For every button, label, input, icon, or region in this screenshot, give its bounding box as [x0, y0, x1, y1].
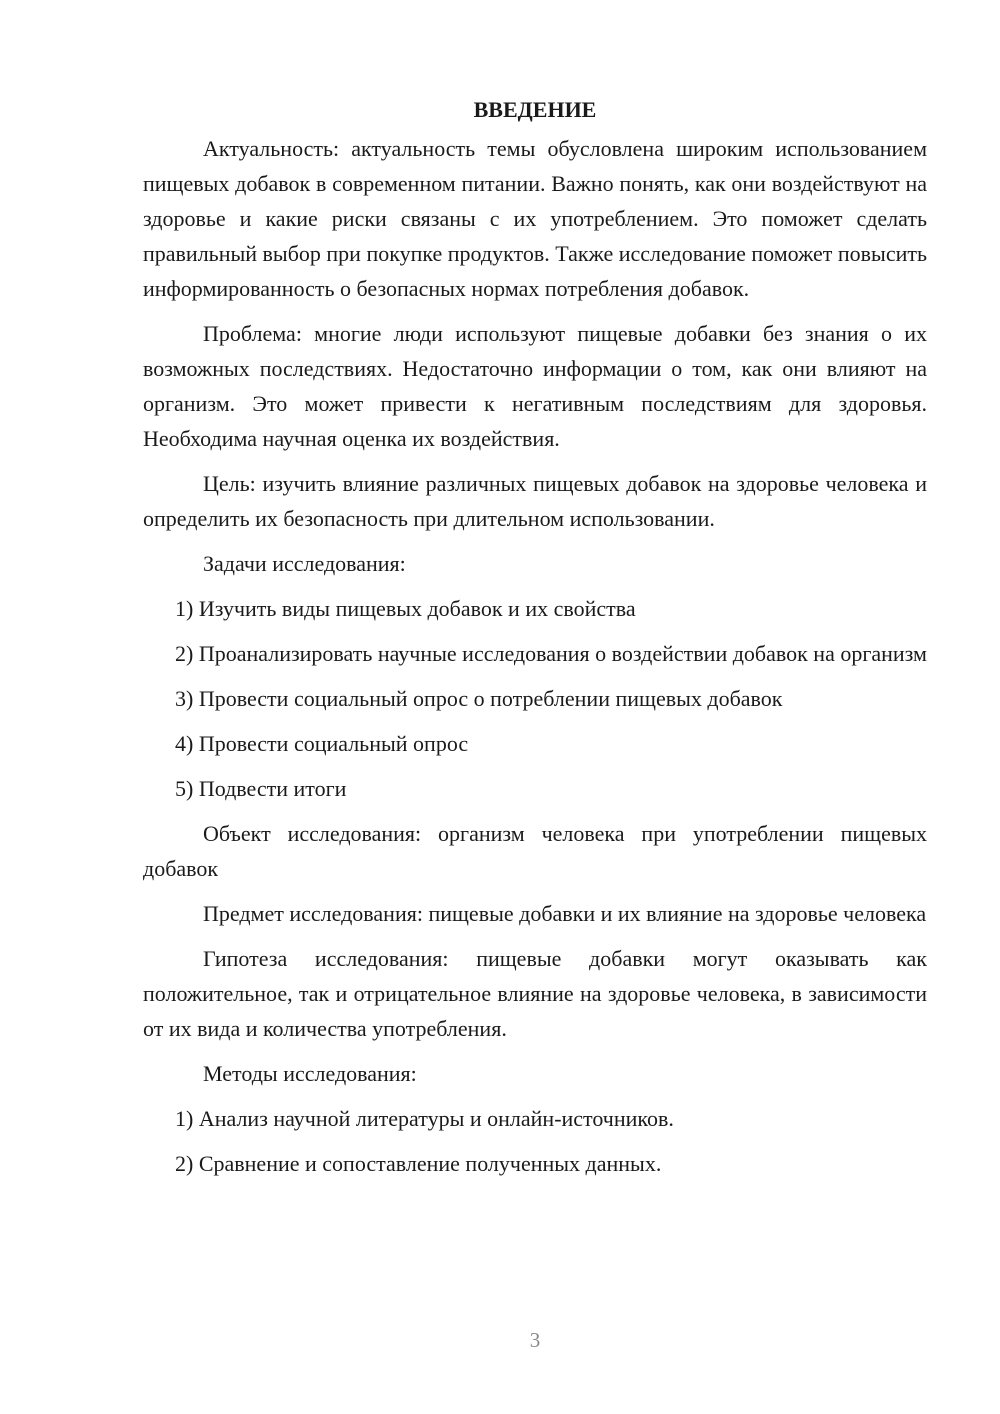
list-item-task-1: 1) Изучить виды пищевых добавок и их свойства — [175, 596, 636, 621]
paragraph-subject: Предмет исследования: пищевые добавки и их влияние на здоровье человека — [203, 901, 927, 926]
paragraph-relevance: Актуальность: актуальность темы обусловлена широким использованием пищевых добавок в современном питании. Важно понять, как они воздействуют на здоровье и какие риски связаны с их употреблением. Это поможет сделать правильный выбор при покупке продуктов. Также исследование поможет повысить информированность о безопасных нормах потребления добавок. — [143, 136, 928, 301]
paragraph-problem: Проблема: многие люди используют пищевые добавки без знания о их возможных последствиях. Недостаточно информации о том, как они влияют на организм. Это может привести к негативным последствиям для здоровья. Необходима научная оценка их воздействия. — [143, 321, 927, 451]
list-item-task-3: 3) Провести социальный опрос о потреблении пищевых добавок — [175, 686, 783, 711]
list-item-method-2: 2) Сравнение и сопоставление полученных данных. — [175, 1151, 662, 1176]
paragraph-tasks-heading: Задачи исследования: — [203, 551, 406, 576]
list-item-task-2: 2) Проанализировать научные исследования о воздействии добавок на организм — [175, 641, 927, 666]
paragraph-hypothesis: Гипотеза исследования: пищевые добавки могут оказывать как положительное, так и отрицательное влияние на здоровье человека, в зависимости от их вида и количества употребления. — [143, 946, 927, 1041]
paragraph-object: Объект исследования: организм человека при употреблении пищевых добавок — [143, 821, 927, 881]
page-content — [143, 92, 927, 1191]
paragraph-goal: Цель: изучить влияние различных пищевых добавок на здоровье человека и определить их безопасность при длительном использовании. — [143, 471, 927, 531]
page-number: 3 — [529, 1328, 541, 1352]
list-item-task-5: 5) Подвести итоги — [175, 776, 347, 801]
page-title: ВВЕДЕНИЕ — [473, 97, 597, 122]
paragraph-methods-heading: Методы исследования: — [203, 1061, 417, 1086]
list-item-method-1: 1) Анализ научной литературы и онлайн-источников. — [175, 1106, 674, 1131]
list-item-task-4: 4) Провести социальный опрос — [175, 731, 469, 756]
